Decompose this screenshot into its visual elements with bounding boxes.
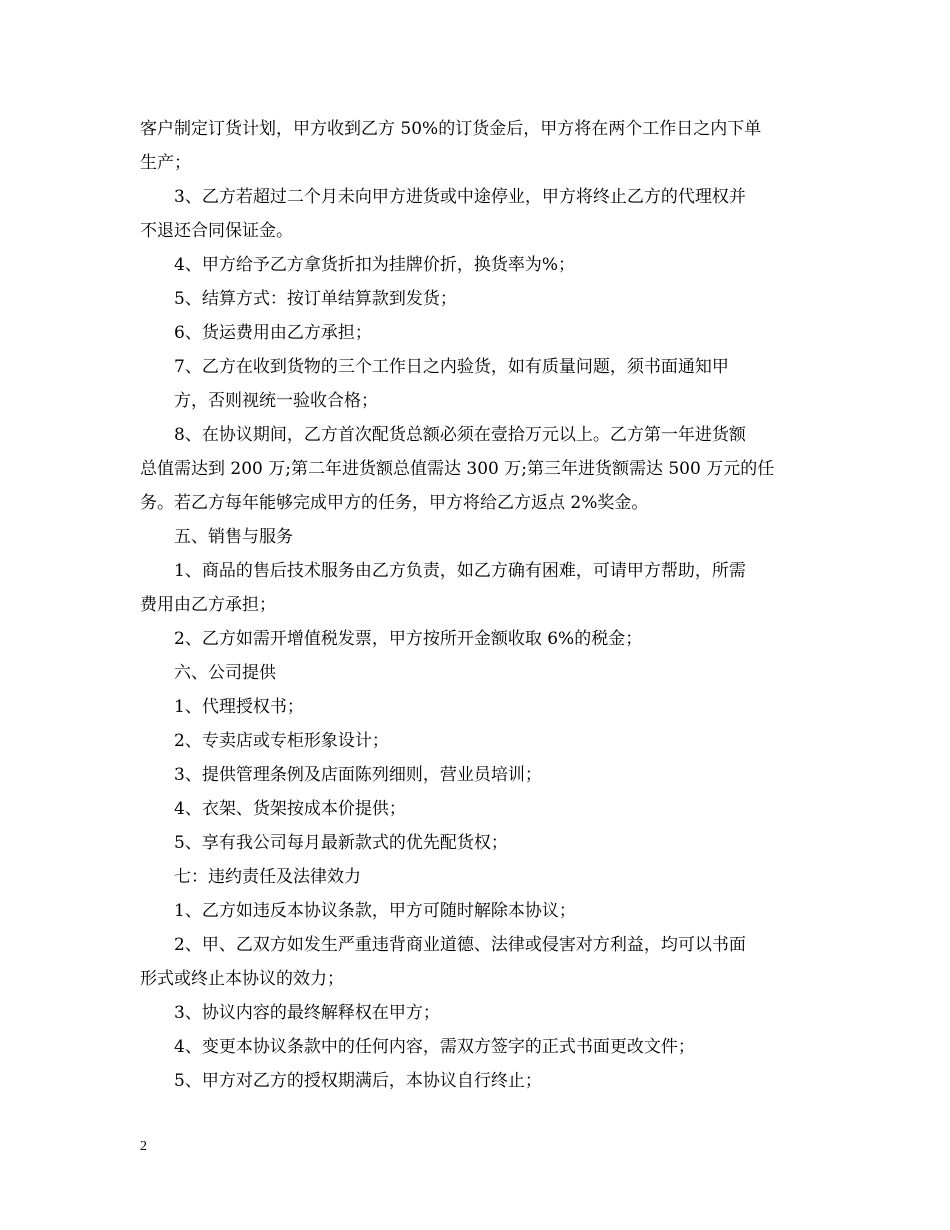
paragraph-line: 5、甲方对乙方的授权期满后，本协议自行终止； bbox=[174, 1071, 542, 1091]
paragraph-line: 3、乙方若超过二个月未向甲方进货或中途停业，甲方将终止乙方的代理权并 bbox=[174, 187, 746, 207]
paragraph-line: 费用由乙方承担； bbox=[140, 595, 276, 615]
paragraph-line: 不退还合同保证金。 bbox=[140, 221, 293, 241]
section-heading: 五、销售与服务 bbox=[174, 527, 293, 547]
paragraph-line: 8、在协议期间，乙方首次配货总额必须在壹拾万元以上。乙方第一年进货额 bbox=[174, 425, 746, 445]
paragraph-line: 3、提供管理条例及店面陈列细则，营业员培训； bbox=[174, 765, 542, 785]
paragraph-line: 2、专卖店或专柜形象设计； bbox=[174, 731, 389, 751]
paragraph-line: 生产； bbox=[140, 153, 191, 173]
paragraph-line: 总值需达到 200 万;第二年进货额总值需达 300 万;第三年进货额需达 500 万元的任 bbox=[140, 459, 775, 479]
paragraph-line: 方，否则视统一验收合格； bbox=[174, 391, 378, 411]
paragraph-line: 5、结算方式：按订单结算款到发货； bbox=[174, 289, 457, 309]
paragraph-line: 4、衣架、货架按成本价提供； bbox=[174, 799, 406, 819]
section-heading: 六、公司提供 bbox=[174, 663, 276, 683]
paragraph-line: 4、变更本协议条款中的任何内容，需双方签字的正式书面更改文件； bbox=[174, 1037, 695, 1057]
paragraph-line: 7、乙方在收到货物的三个工作日之内验货，如有质量问题，须书面通知甲 bbox=[174, 357, 729, 377]
paragraph-line: 2、甲、乙双方如发生严重违背商业道德、法律或侵害对方利益，均可以书面 bbox=[174, 935, 746, 955]
paragraph-line: 务。若乙方每年能够完成甲方的任务，甲方将给乙方返点 2%奖金。 bbox=[140, 493, 649, 513]
paragraph-line: 1、乙方如违反本协议条款，甲方可随时解除本协议； bbox=[174, 901, 576, 921]
page-number: 2 bbox=[140, 1139, 147, 1154]
paragraph-line: 4、甲方给予乙方拿货折扣为挂牌价折，换货率为%； bbox=[174, 255, 575, 275]
paragraph-line: 客户制定订货计划，甲方收到乙方 50%的订货金后，甲方将在两个工作日之内下单 bbox=[140, 119, 762, 139]
paragraph-line: 形式或终止本协议的效力； bbox=[140, 969, 344, 989]
paragraph-line: 3、协议内容的最终解释权在甲方； bbox=[174, 1003, 440, 1023]
section-heading: 七：违约责任及法律效力 bbox=[174, 867, 361, 887]
paragraph-line: 1、商品的售后技术服务由乙方负责，如乙方确有困难，可请甲方帮助，所需 bbox=[174, 561, 746, 581]
document-body bbox=[140, 112, 812, 1098]
paragraph-line: 6、货运费用由乙方承担； bbox=[174, 323, 372, 343]
paragraph-line: 2、乙方如需开增值税发票，甲方按所开金额收取 6%的税金； bbox=[174, 629, 643, 649]
paragraph-line: 5、享有我公司每月最新款式的优先配货权； bbox=[174, 833, 508, 853]
paragraph-line: 1、代理授权书； bbox=[174, 697, 304, 717]
